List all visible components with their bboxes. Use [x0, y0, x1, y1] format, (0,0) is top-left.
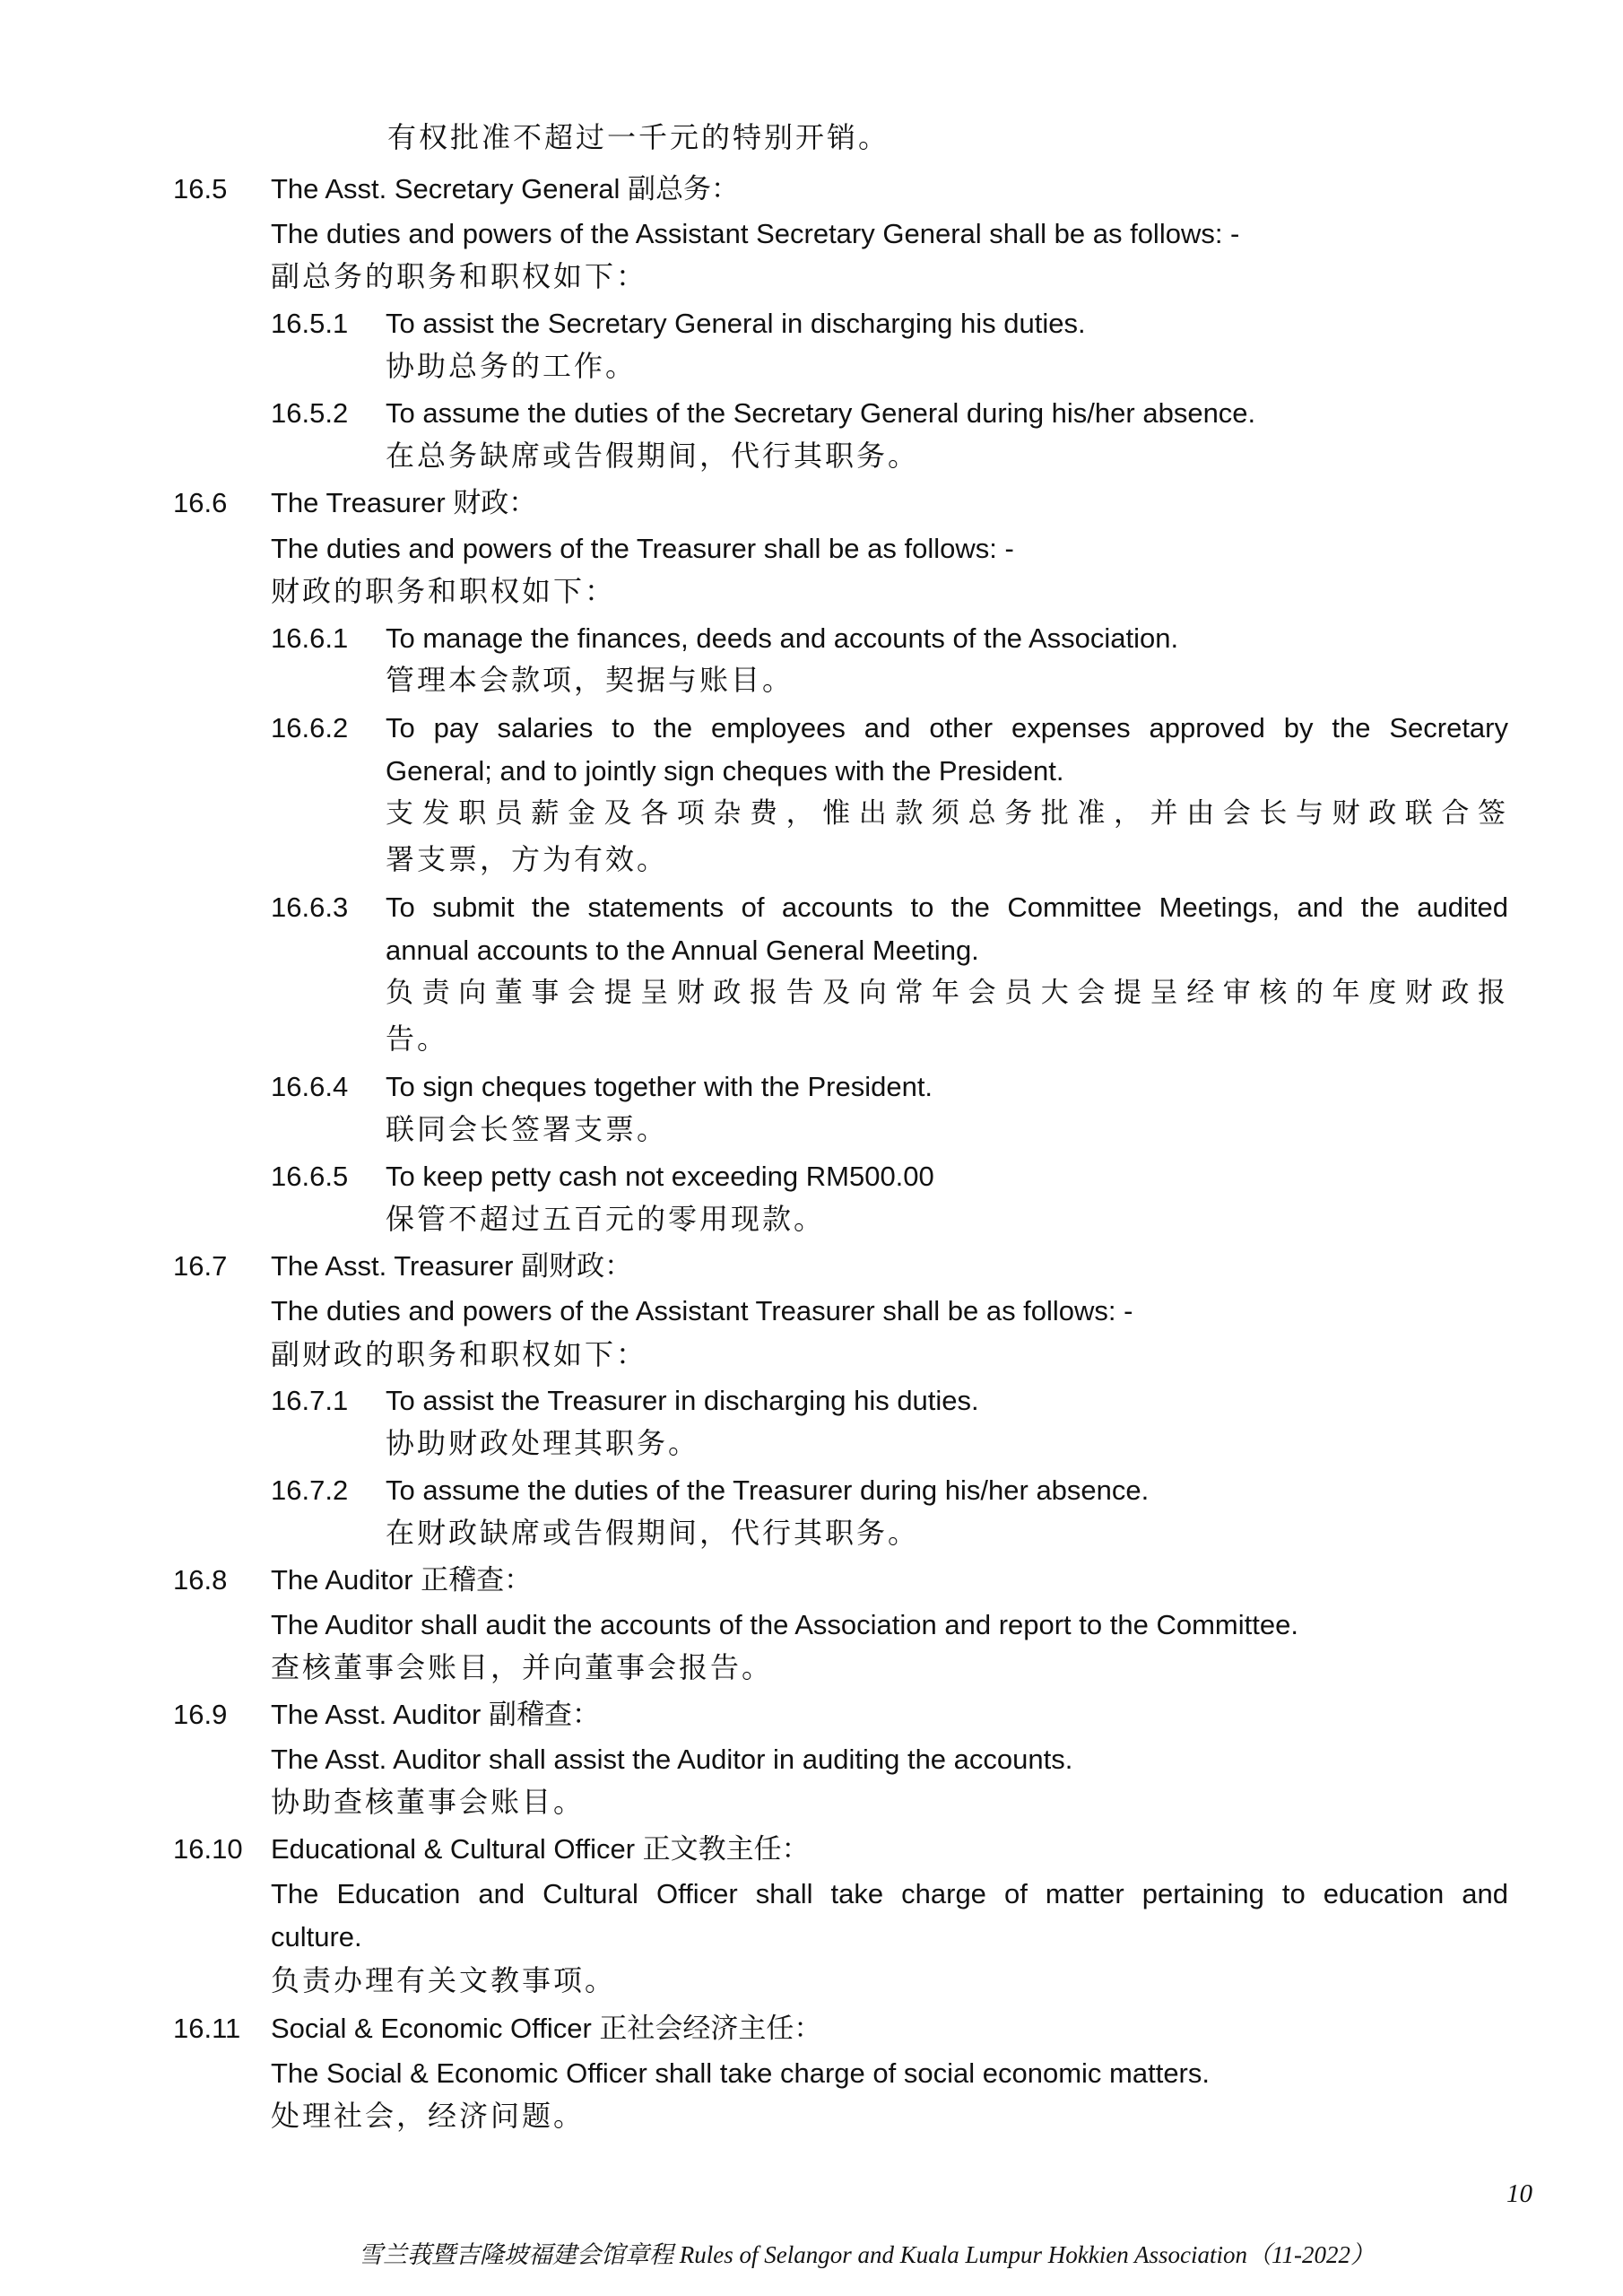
item-text-zh-cont: 署支票，方为有效。 — [386, 842, 669, 876]
section-heading: Educational & Cultural Officer 正文教主任： — [271, 1833, 810, 1865]
item-text-zh-cont: 告。 — [386, 1022, 449, 1056]
section-heading: The Auditor 正稽查： — [271, 1564, 533, 1596]
item-text-en: To assist the Treasurer in discharging his duties. — [386, 1385, 979, 1416]
section-heading: The Asst. Treasurer 副财政： — [271, 1250, 633, 1282]
item-number: 16.6.2 — [271, 712, 349, 744]
section-intro-zh: 副财政的职务和职权如下： — [271, 1337, 648, 1371]
section-text-en: The Asst. Auditor shall assist the Auditor in auditing the accounts. — [271, 1744, 1073, 1775]
item-text-zh: 负责向董事会提呈财政报告及向常年会员大会提呈经审核的年度财政报 — [386, 977, 1508, 1009]
item-number: 16.6.1 — [271, 622, 349, 654]
section-heading: The Treasurer 财政： — [271, 487, 537, 518]
item-text-zh: 联同会长签署支票。 — [386, 1112, 669, 1146]
section-intro-zh: 财政的职务和职权如下： — [271, 574, 617, 608]
section-number: 16.10 — [173, 1833, 243, 1865]
section-intro-zh: 副总务的职务和职权如下： — [271, 259, 648, 293]
section-heading: The Asst. Secretary General 副总务： — [271, 173, 740, 204]
item-text-en: To assist the Secretary General in discharging his duties. — [386, 308, 1086, 339]
section-intro-en: The duties and powers of the Assistant Treasurer shall be as follows: - — [271, 1295, 1133, 1326]
section-text-zh: 负责办理有关文教事项。 — [271, 1963, 617, 1997]
section-text-zh: 协助查核董事会账目。 — [271, 1785, 586, 1819]
section-text-zh: 处理社会，经济问题。 — [271, 2099, 586, 2133]
section-number: 16.5 — [173, 173, 228, 204]
page-footer: 雪兰莪暨吉隆坡福建会馆章程 Rules of Selangor and Kuala Lumpur Hokkien Association（11-2022） — [359, 2241, 1375, 2268]
section-number: 16.9 — [173, 1699, 228, 1730]
item-text-en-cont: General; and to jointly sign cheques with the President. — [386, 755, 1064, 787]
item-number: 16.7.1 — [271, 1385, 349, 1416]
page-number: 10 — [1506, 2179, 1532, 2208]
section-heading: Social & Economic Officer 正社会经济主任： — [271, 2013, 822, 2044]
section-number: 16.8 — [173, 1564, 228, 1596]
item-text-zh: 支发职员薪金及各项杂费，惟出款须总务批准，并由会长与财政联合签 — [386, 797, 1508, 830]
item-number: 16.6.4 — [271, 1071, 349, 1102]
item-text-en: To keep petty cash not exceeding RM500.00 — [386, 1161, 934, 1192]
continuation-line: 有权批准不超过一千元的特别开销。 — [387, 120, 890, 154]
item-text-en: To pay salaries to the employees and other expenses approved by the Secretary — [386, 712, 1508, 744]
item-text-zh: 协助总务的工作。 — [386, 349, 638, 383]
item-number: 16.5.1 — [271, 308, 349, 339]
item-text-en-cont: annual accounts to the Annual General Meeting. — [386, 935, 979, 966]
item-text-en: To sign cheques together with the President. — [386, 1071, 933, 1102]
section-number: 16.7 — [173, 1250, 228, 1282]
item-number: 16.6.3 — [271, 891, 349, 923]
item-text-zh: 管理本会款项，契据与账目。 — [386, 663, 794, 697]
item-text-zh: 保管不超过五百元的零用现款。 — [386, 1202, 826, 1236]
item-number: 16.7.2 — [271, 1474, 349, 1506]
section-text-en: The Auditor shall audit the accounts of the Association and report to the Committee. — [271, 1609, 1298, 1640]
section-intro-en: The duties and powers of the Assistant Secretary General shall be as follows: - — [271, 218, 1240, 249]
item-text-en: To assume the duties of the Secretary General during his/her absence. — [386, 397, 1256, 429]
item-text-en: To manage the finances, deeds and accounts of the Association. — [386, 622, 1179, 654]
section-text-en: The Education and Cultural Officer shall take charge of matter pertaining to education and — [271, 1878, 1508, 1909]
section-number: 16.6 — [173, 487, 228, 518]
item-text-zh: 在总务缺席或告假期间，代行其职务。 — [386, 439, 920, 473]
section-number: 16.11 — [173, 2013, 241, 2044]
item-text-en: To assume the duties of the Treasurer during his/her absence. — [386, 1474, 1150, 1506]
section-heading: The Asst. Auditor 副稽查： — [271, 1699, 600, 1730]
section-text-zh: 查核董事会账目，并向董事会报告。 — [271, 1650, 774, 1684]
item-number: 16.5.2 — [271, 397, 349, 429]
section-text-en-cont: culture. — [271, 1921, 362, 1952]
section-intro-en: The duties and powers of the Treasurer shall be as follows: - — [271, 533, 1014, 564]
item-text-en: To submit the statements of accounts to the Committee Meetings, and the audited — [386, 891, 1508, 923]
item-text-zh: 在财政缺席或告假期间，代行其职务。 — [386, 1516, 920, 1550]
item-number: 16.6.5 — [271, 1161, 349, 1192]
item-text-zh: 协助财政处理其职务。 — [386, 1426, 700, 1460]
section-text-en: The Social & Economic Officer shall take charge of social economic matters. — [271, 2057, 1210, 2089]
